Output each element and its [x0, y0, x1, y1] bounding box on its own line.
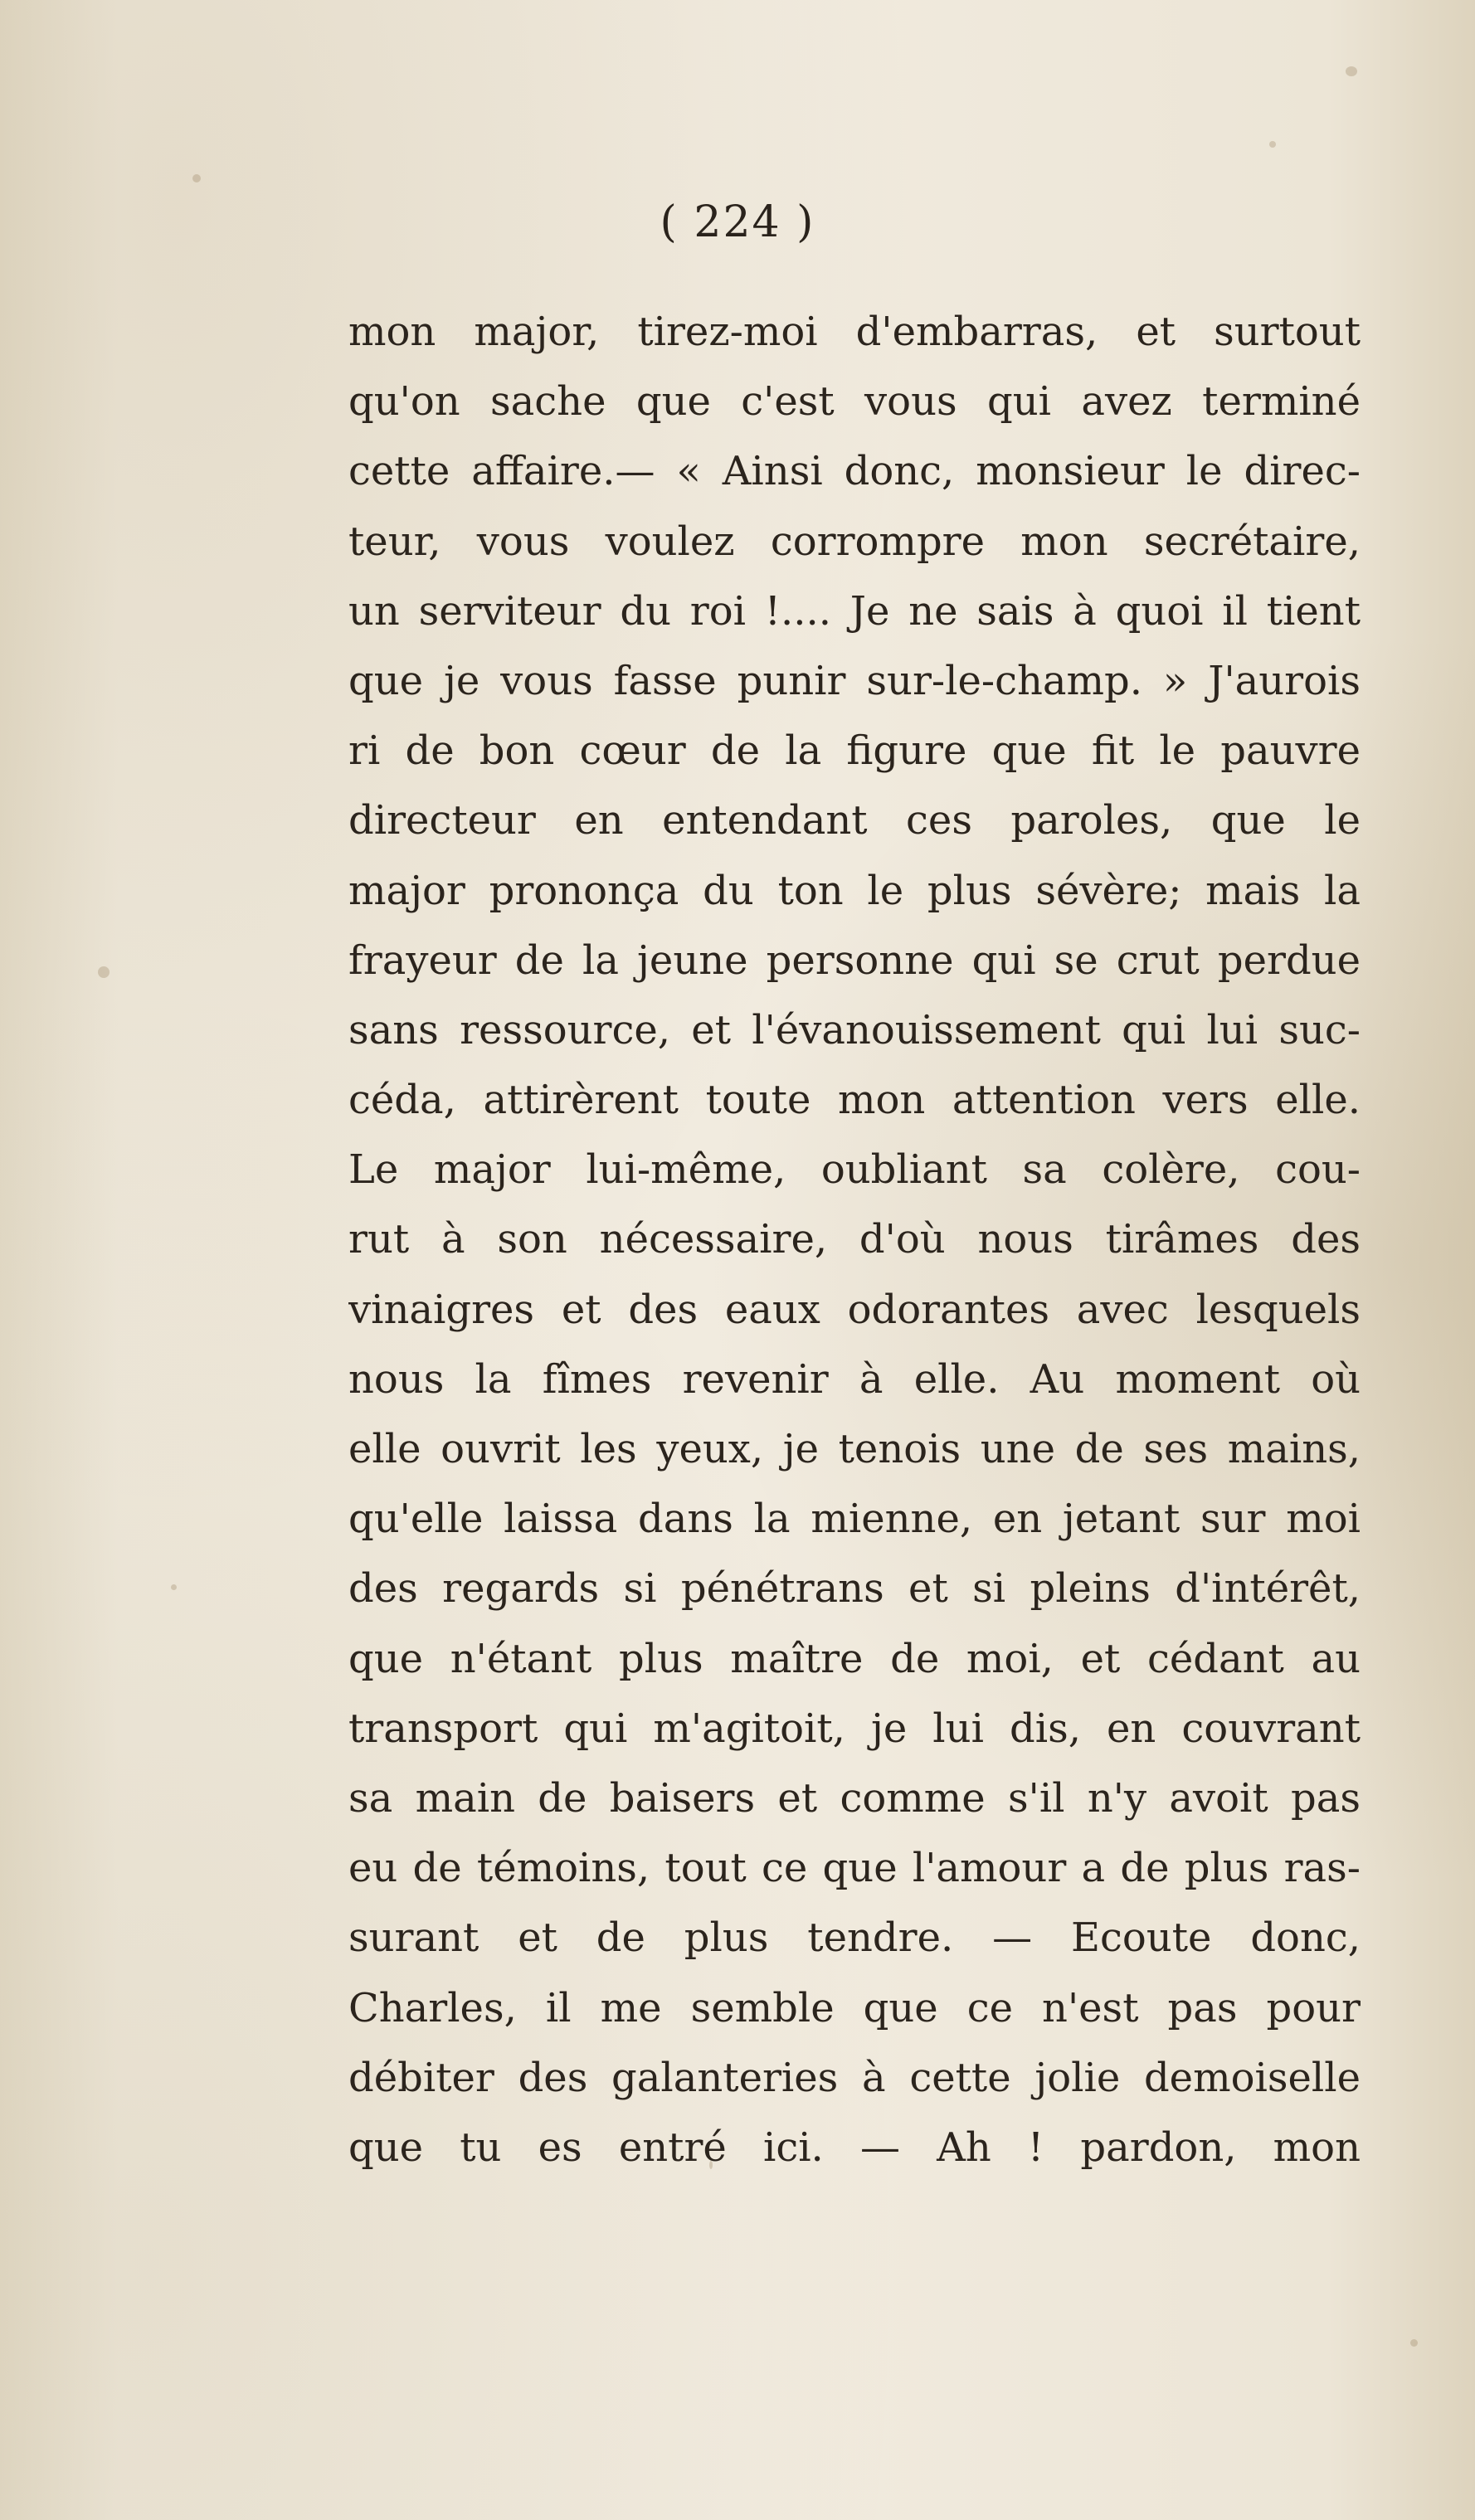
foxing-spot — [192, 174, 201, 182]
text-line: sa main de baisers et comme s'il n'y avoit pas — [348, 1774, 1361, 1822]
text-line: major prononça du ton le plus sévère; mais la — [348, 867, 1361, 914]
text-line: qu'elle laissa dans la mienne, en jetant sur moi — [348, 1496, 1361, 1543]
text-line: transport qui m'agitoit, je lui dis, en couvrant — [348, 1705, 1361, 1752]
foxing-spot — [1410, 2339, 1418, 2347]
text-line: frayeur de la jeune personne qui se crut perdue — [348, 936, 1361, 984]
text-line: mon major, tirez-moi d'embarras, et surtout — [348, 309, 1361, 355]
text-line: que je vous fasse punir sur-le-champ. » J'aurois — [348, 657, 1361, 704]
text-line: un serviteur du roi !.... Je ne sais à quoi il tient — [348, 587, 1361, 635]
foxing-spot — [1269, 141, 1276, 148]
text-line: Charles, il me semble que ce n'est pas pour — [348, 1984, 1361, 2031]
text-line: directeur en entendant ces paroles, que le — [348, 797, 1361, 844]
text-line: surant et de plus tendre. — Ecoute donc, — [348, 1914, 1361, 1962]
text-line: sans ressource, et l'évanouissement qui lui suc- — [348, 1006, 1361, 1053]
text-line: teur, vous voulez corrompre mon secrétaire, — [348, 518, 1361, 565]
text-line: eu de témoins, tout ce que l'amour a de plus ras- — [348, 1845, 1361, 1892]
text-line: céda, attirèrent toute mon attention vers elle. — [348, 1077, 1361, 1124]
text-line: des regards si pénétrans et si pleins d'intérêt, — [348, 1565, 1361, 1613]
text-line: elle ouvrit les yeux, je tenois une de ses mains, — [348, 1426, 1361, 1472]
body-text — [348, 297, 1361, 2182]
text-line: Le major lui-même, oubliant sa colère, cou- — [348, 1146, 1361, 1194]
text-line: vinaigres et des eaux odorantes avec lesquels — [348, 1286, 1361, 1333]
text-line: que n'étant plus maître de moi, et cédant au — [348, 1635, 1361, 1682]
text-line: ri de bon cœur de la figure que fit le pauvre — [348, 727, 1361, 775]
foxing-spot — [98, 966, 110, 978]
text-line: cette affaire.— « Ainsi donc, monsieur le direc- — [348, 448, 1361, 495]
foxing-spot — [1346, 66, 1357, 76]
text-line: nous la fîmes revenir à elle. Au moment où — [348, 1355, 1361, 1403]
text-line: que tu es entré ici. — Ah ! pardon, mon — [348, 2124, 1361, 2171]
text-line: débiter des galanteries à cette jolie demoiselle — [348, 2054, 1361, 2101]
text-line: rut à son nécessaire, d'où nous tirâmes des — [348, 1216, 1361, 1263]
foxing-spot — [171, 1584, 177, 1590]
text-line: qu'on sache que c'est vous qui avez terminé — [348, 378, 1361, 426]
page-number: ( 224 ) — [660, 197, 815, 247]
